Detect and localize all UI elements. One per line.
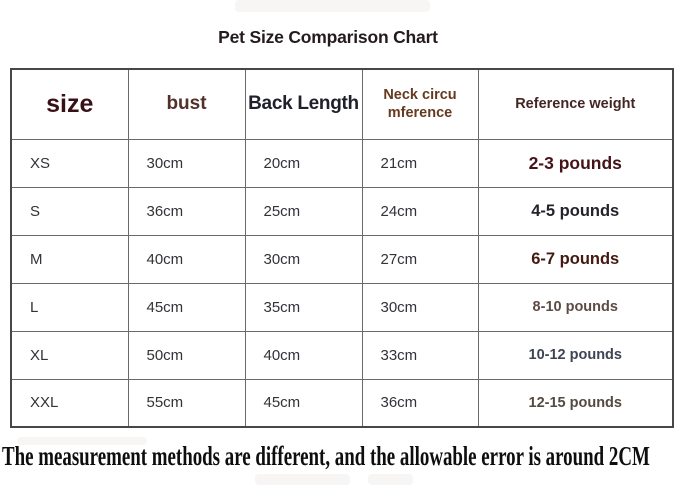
cell-bust: 50cm xyxy=(128,331,245,379)
cell-bust: 55cm xyxy=(128,379,245,427)
table-row-l xyxy=(11,283,673,331)
cell-bust: 30cm xyxy=(128,139,245,187)
neck-header-line1: Neck circu xyxy=(383,87,457,104)
cell-neck: 36cm xyxy=(362,379,478,427)
cell-bust: 36cm xyxy=(128,187,245,235)
column-header-neck-circumference xyxy=(362,69,478,139)
cell-neck: 33cm xyxy=(362,331,478,379)
cell-weight: 12-15 pounds xyxy=(478,379,673,427)
pet-size-table xyxy=(10,68,674,428)
scan-artifact xyxy=(255,474,350,485)
column-header-bust: bust xyxy=(128,69,245,139)
column-header-back-length: Back Length xyxy=(245,69,362,139)
column-header-reference-weight: Reference weight xyxy=(478,69,673,139)
cell-weight: 10-12 pounds xyxy=(478,331,673,379)
cell-neck: 21cm xyxy=(362,139,478,187)
cell-weight: 6-7 pounds xyxy=(478,235,673,283)
table-row-xxl xyxy=(11,379,673,427)
cell-back-length: 30cm xyxy=(245,235,362,283)
table-row-m xyxy=(11,235,673,283)
column-header-size: size xyxy=(11,69,128,139)
cell-back-length: 45cm xyxy=(245,379,362,427)
cell-weight: 2-3 pounds xyxy=(478,139,673,187)
cell-size: M xyxy=(11,235,128,283)
cell-size: XL xyxy=(11,331,128,379)
header-row xyxy=(11,69,673,139)
scan-artifact xyxy=(368,474,413,485)
table-row-xl xyxy=(11,331,673,379)
cell-size: S xyxy=(11,187,128,235)
cell-size: XXL xyxy=(11,379,128,427)
cell-bust: 40cm xyxy=(128,235,245,283)
cell-bust: 45cm xyxy=(128,283,245,331)
cell-back-length: 20cm xyxy=(245,139,362,187)
measurement-disclaimer: The measurement methods are different, and the allowable error is around 2CM xyxy=(2,441,650,471)
cell-back-length: 40cm xyxy=(245,331,362,379)
table-row-xs xyxy=(11,139,673,187)
cell-weight: 8-10 pounds xyxy=(478,283,673,331)
page-title: Pet Size Comparison Chart xyxy=(218,27,438,47)
cell-neck: 24cm xyxy=(362,187,478,235)
table-row-s xyxy=(11,187,673,235)
cell-neck: 27cm xyxy=(362,235,478,283)
cell-weight: 4-5 pounds xyxy=(478,187,673,235)
cell-back-length: 35cm xyxy=(245,283,362,331)
cell-size: L xyxy=(11,283,128,331)
cell-size: XS xyxy=(11,139,128,187)
cell-back-length: 25cm xyxy=(245,187,362,235)
cell-neck: 30cm xyxy=(362,283,478,331)
neck-header-line2: mference xyxy=(387,105,453,122)
scan-artifact xyxy=(235,0,430,12)
